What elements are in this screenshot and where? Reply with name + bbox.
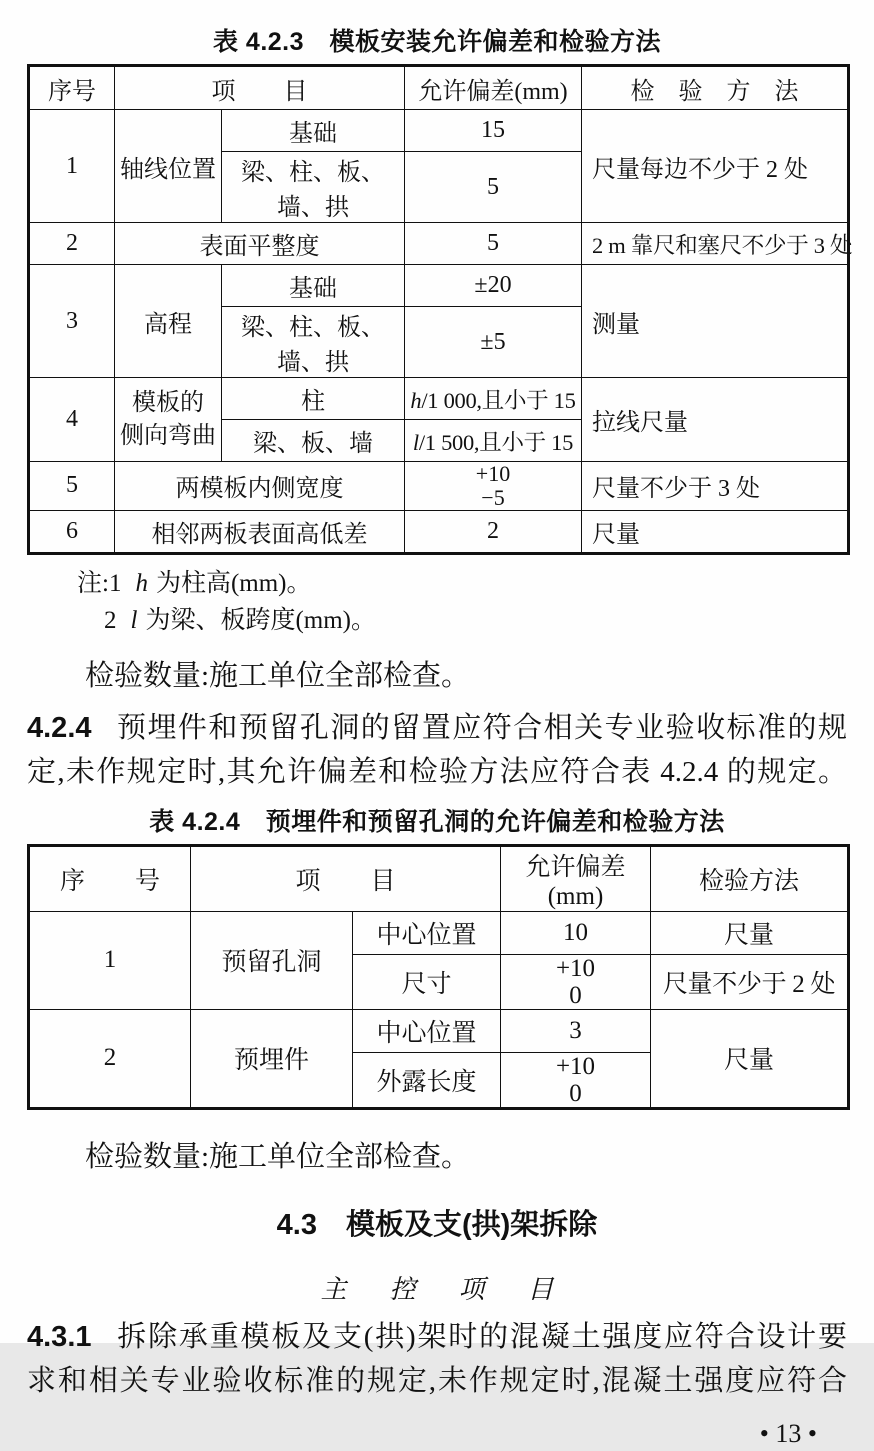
header-seq: 序 号 bbox=[29, 845, 191, 911]
clause-431 bbox=[27, 1315, 847, 1403]
table-row bbox=[29, 110, 849, 152]
cell-item-line1: 模板的 bbox=[132, 390, 204, 417]
header-item: 项 目 bbox=[115, 66, 405, 110]
inspection-quantity-paragraph: 检验数量:施工单位全部检查。 bbox=[85, 659, 471, 692]
table-row bbox=[29, 462, 849, 511]
deviation-lower: 0 bbox=[569, 981, 582, 1009]
header-deviation: 允许偏差(mm) bbox=[405, 66, 582, 110]
section-43-heading: 4.3 模板及支(拱)架拆除 bbox=[276, 1208, 598, 1241]
cell-seq: 5 bbox=[29, 462, 115, 511]
page-number: • 13 • bbox=[759, 1418, 817, 1448]
cell-sub-item: 中心位置 bbox=[353, 1009, 501, 1052]
cell-seq: 3 bbox=[29, 265, 115, 378]
cell-deviation: h/1 000,且小于 15 bbox=[405, 378, 582, 420]
clause-text: 预埋件和预留孔洞的留置应符合相关专业验收标准的规 bbox=[115, 711, 847, 744]
cell-item: 预留孔洞 bbox=[191, 911, 353, 1009]
table-notes bbox=[77, 565, 847, 639]
clause-424 bbox=[27, 706, 847, 794]
cell-seq: 2 bbox=[29, 223, 115, 265]
variable-h: h bbox=[410, 387, 422, 413]
table-423-title: 表 4.2.3 模板安装允许偏差和检验方法 bbox=[212, 28, 662, 56]
deviation-upper: +10 bbox=[555, 954, 596, 982]
cell-deviation bbox=[501, 954, 651, 1009]
table-424-title: 表 4.2.4 预埋件和预留孔洞的允许偏差和检验方法 bbox=[149, 807, 725, 836]
variable-l: l bbox=[412, 429, 419, 455]
cell-deviation bbox=[405, 462, 582, 511]
cell-item: 两模板内侧宽度 bbox=[115, 462, 405, 511]
cell-method: 尺量 bbox=[651, 911, 849, 954]
cell-item: 高程 bbox=[115, 265, 222, 378]
cell-method: 2 m 靠尺和塞尺不少于 3 处 bbox=[582, 223, 849, 265]
header-deviation: 允许偏差(mm) bbox=[501, 845, 651, 911]
cell-sub-item: 梁、柱、板、墙、拱 bbox=[222, 152, 405, 223]
table-row bbox=[29, 66, 849, 110]
cell-item bbox=[115, 378, 222, 462]
cell-seq: 1 bbox=[29, 911, 191, 1009]
cell-seq: 2 bbox=[29, 1009, 191, 1108]
clause-431-line2: 求和相关专业验收标准的规定,未作规定时,混凝土强度应符合 bbox=[27, 1364, 847, 1397]
variable-l: l bbox=[130, 606, 138, 634]
cell-method: 尺量 bbox=[651, 1009, 849, 1108]
cell-sub-item: 梁、板、墙 bbox=[222, 420, 405, 462]
header-seq: 序号 bbox=[29, 66, 115, 110]
cell-seq: 4 bbox=[29, 378, 115, 462]
header-method: 检验方法 bbox=[651, 845, 849, 911]
cell-deviation: 5 bbox=[405, 152, 582, 223]
cell-method: 拉线尺量 bbox=[582, 378, 849, 462]
cell-sub-item: 柱 bbox=[222, 378, 405, 420]
cell-item: 相邻两板表面高低差 bbox=[115, 510, 405, 553]
cell-deviation: 15 bbox=[405, 110, 582, 152]
cell-deviation: 2 bbox=[405, 510, 582, 553]
cell-sub-item: 中心位置 bbox=[353, 911, 501, 954]
note-text: 为柱高(mm)。 bbox=[155, 569, 312, 597]
cell-deviation bbox=[501, 1052, 651, 1108]
table-423 bbox=[27, 64, 853, 555]
note-line bbox=[77, 602, 847, 639]
cell-sub-item: 基础 bbox=[222, 265, 405, 307]
cell-method: 尺量不少于 3 处 bbox=[582, 462, 849, 511]
variable-h: h bbox=[135, 569, 148, 597]
cell-sub-item: 尺寸 bbox=[353, 954, 501, 1009]
header-method: 检 验 方 法 bbox=[582, 66, 849, 110]
clause-424-line1 bbox=[27, 706, 847, 750]
table-row bbox=[29, 223, 849, 265]
cell-seq: 1 bbox=[29, 110, 115, 223]
cell-deviation: l/1 500,且小于 15 bbox=[405, 420, 582, 462]
table-row bbox=[29, 845, 849, 911]
table-row bbox=[29, 911, 849, 954]
table-row bbox=[29, 265, 849, 307]
cell-deviation: 3 bbox=[501, 1009, 651, 1052]
table-row bbox=[29, 510, 849, 553]
inspection-quantity-paragraph: 检验数量:施工单位全部检查。 bbox=[85, 1140, 471, 1173]
cell-sub-item: 外露长度 bbox=[353, 1052, 501, 1108]
cell-deviation: ±20 bbox=[405, 265, 582, 307]
clause-431-line1 bbox=[27, 1315, 847, 1359]
cell-deviation: 10 bbox=[501, 911, 651, 954]
cell-item: 轴线位置 bbox=[115, 110, 222, 223]
cell-item: 表面平整度 bbox=[115, 223, 405, 265]
table-row bbox=[29, 378, 849, 420]
table-row bbox=[29, 1009, 849, 1052]
deviation-upper: +10 bbox=[555, 1052, 596, 1080]
cell-method: 尺量每边不少于 2 处 bbox=[582, 110, 849, 223]
cell-deviation: 5 bbox=[405, 223, 582, 265]
deviation-lower: 0 bbox=[569, 1079, 582, 1107]
cell-method: 测量 bbox=[582, 265, 849, 378]
note-label: 2 bbox=[104, 606, 117, 634]
header-item: 项 目 bbox=[191, 845, 501, 911]
cell-item: 预埋件 bbox=[191, 1009, 353, 1108]
note-text: 为梁、板跨度(mm)。 bbox=[145, 606, 376, 634]
clause-number: 4.2.4 bbox=[27, 711, 92, 744]
cell-sub-item: 基础 bbox=[222, 110, 405, 152]
main-control-items-heading: 主 控 项 目 bbox=[320, 1274, 572, 1304]
cell-method: 尺量 bbox=[582, 510, 849, 553]
deviation-upper: +10 bbox=[475, 461, 511, 486]
clause-text: 拆除承重模板及支(拱)架时的混凝土强度应符合设计要 bbox=[115, 1320, 847, 1353]
cell-deviation: ±5 bbox=[405, 307, 582, 378]
cell-sub-item: 梁、柱、板、墙、拱 bbox=[222, 307, 405, 378]
note-label: 注:1 bbox=[77, 569, 122, 597]
deviation-lower: −5 bbox=[481, 484, 505, 510]
clause-424-line2: 定,未作规定时,其允许偏差和检验方法应符合表 4.2.4 的规定。 bbox=[27, 755, 847, 788]
note-line bbox=[77, 565, 847, 602]
cell-method: 尺量不少于 2 处 bbox=[651, 954, 849, 1009]
cell-item-line2: 侧向弯曲 bbox=[120, 422, 216, 449]
table-424 bbox=[27, 844, 850, 1110]
clause-number: 4.3.1 bbox=[27, 1320, 92, 1353]
cell-seq: 6 bbox=[29, 510, 115, 553]
